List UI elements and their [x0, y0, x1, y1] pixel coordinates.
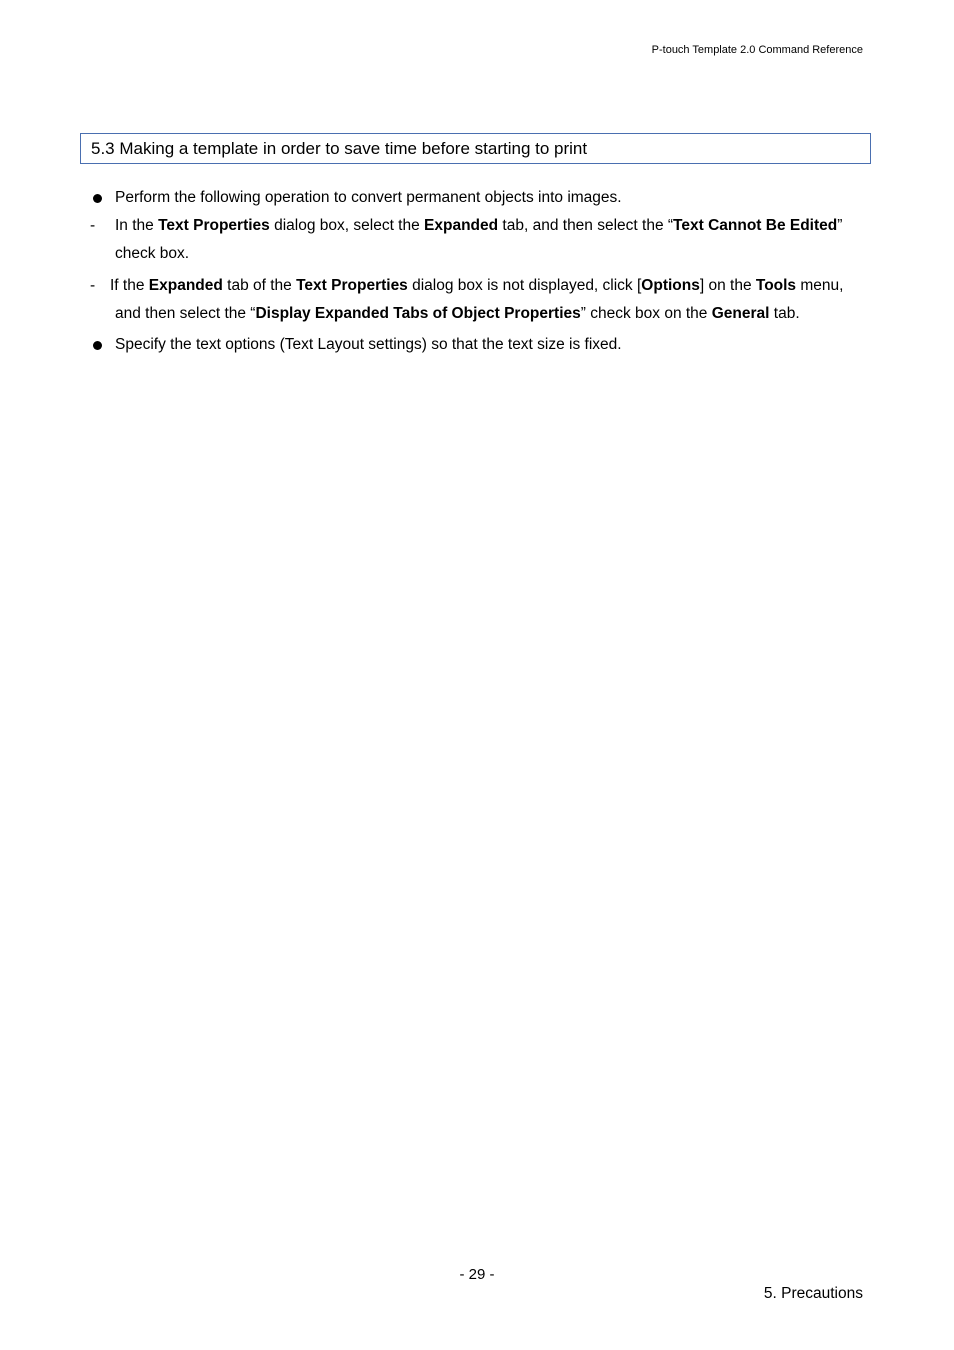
bold-text-cannot-be-edited: Text Cannot Be Edited [673, 217, 838, 234]
dash-item-options-line2 [115, 305, 800, 323]
bullet-dot [93, 194, 102, 203]
chapter-footer: 5. Precautions [763, 1285, 863, 1302]
section-title: 5.3 Making a template in order to save time before starting to print [91, 139, 588, 158]
text-segment: dialog box is not displayed, click [ [407, 277, 642, 294]
text-segment: tab. [769, 305, 800, 322]
bold-tools: Tools [755, 277, 797, 294]
bold-text-properties: Text Properties [158, 217, 270, 234]
page-number: - 29 - [459, 1266, 495, 1283]
bold-expanded: Expanded [424, 217, 499, 234]
dash-marker: - [90, 217, 96, 234]
text-segment: tab of the [222, 277, 297, 294]
dash-marker: - [90, 277, 96, 294]
bold-expanded: Expanded [148, 277, 223, 294]
text-segment: If the [110, 277, 149, 294]
text-segment: tab, and then select the “ [498, 217, 674, 234]
text-segment: menu, [796, 277, 844, 294]
text-segment: ] on the [699, 277, 756, 294]
text-segment: In the [115, 217, 159, 234]
dash-item-text-properties-line1 [115, 217, 842, 235]
text-segment: ” [837, 217, 843, 234]
bullet-item-convert-objects: Perform the following operation to convert permanent objects into images. [115, 189, 622, 206]
text-segment: and then select the “ [115, 305, 256, 322]
bold-display-expanded-tabs: Display Expanded Tabs of Object Properties [255, 305, 581, 322]
running-header: P-touch Template 2.0 Command Reference [651, 44, 863, 56]
section-heading-box [80, 133, 871, 164]
text-segment: dialog box, select the [269, 217, 425, 234]
bullet-item-text-options: Specify the text options (Text Layout settings) so that the text size is fixed. [115, 336, 622, 353]
bold-text-properties: Text Properties [296, 277, 408, 294]
dash-item-options-line1 [110, 277, 843, 295]
bullet-dot [93, 341, 102, 350]
dash-item-text-properties-line2: check box. [115, 245, 190, 262]
text-segment: ” check box on the [580, 305, 712, 322]
bold-general: General [711, 305, 770, 322]
bold-options: Options [641, 277, 700, 294]
